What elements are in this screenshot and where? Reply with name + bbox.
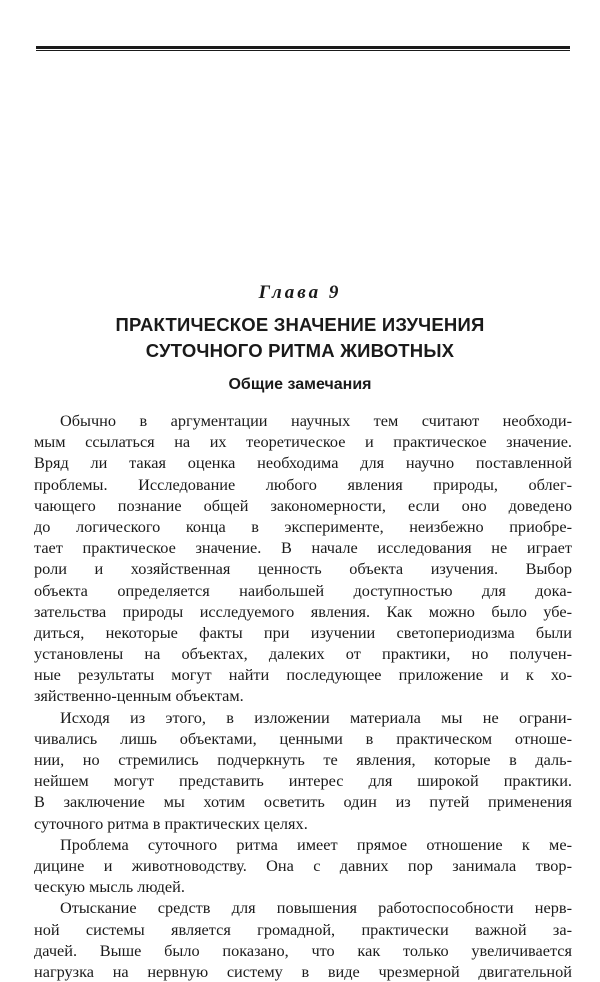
text-line: Вряд ли такая оценка необходима для научно поставленной	[34, 453, 572, 473]
chapter-title	[0, 312, 600, 364]
paragraph	[34, 834, 572, 898]
text-line: Обычно в аргументации научных тем считают необходи-	[60, 411, 572, 430]
text-line: Исходя из этого, в изложении материала мы не ограни-	[60, 707, 572, 727]
text-line: Проблема суточного ритма имеет прямое отношение к ме-	[60, 834, 572, 854]
text-line: установлены на объектах, далеких от практики, но получен-	[34, 644, 572, 664]
text-line: дицине и животноводству. Она с давних пор занимала твор-	[34, 855, 572, 875]
text-line: мым ссылаться на их теоретическое и практическое значение.	[34, 432, 572, 452]
text-line: зательства природы исследуемого явления. Как можно было убе-	[34, 601, 572, 621]
text-line: нейшем могут представить интерес для широкой практики.	[34, 771, 572, 791]
text-line: дачей. Выше было показано, что как только увеличивается	[34, 940, 572, 960]
top-rule	[36, 46, 570, 51]
text-line: проблемы. Исследование любого явления природы, облег-	[34, 474, 572, 494]
text-line: диться, некоторые факты при изучении светопериодизма были	[34, 622, 572, 642]
text-line: ческую мысль людей.	[34, 877, 185, 897]
body-text	[34, 410, 572, 982]
section-title: Общие замечания	[228, 376, 372, 393]
chapter-title-line: СУТОЧНОГО РИТМА ЖИВОТНЫХ	[145, 340, 455, 361]
text-line: Отыскание средств для повышения работоспособности нерв-	[60, 898, 572, 918]
text-line: ные результаты могут найти последующее приложение и к хо-	[34, 665, 572, 685]
text-line: В заключение мы хотим осветить один из путей применения	[34, 792, 572, 812]
text-line: чивались лишь объектами, ценными в практическом отноше-	[34, 728, 572, 748]
text-line: зяйственно-ценным объектам.	[34, 686, 244, 706]
paragraph	[34, 707, 572, 834]
chapter-label: Глава 9	[258, 282, 342, 303]
paragraph	[34, 897, 572, 982]
paragraph	[34, 410, 572, 707]
text-line: чающего познание общей закономерности, если оно доведено	[34, 495, 572, 515]
text-line: нагрузка на нервную систему в виде чрезмерной двигательной	[34, 961, 572, 981]
text-line: объекта определяется наибольшей доступностью для дока-	[34, 580, 572, 600]
text-line: ной системы является громадной, практически важной за-	[34, 919, 572, 939]
text-line: тает практическое значение. В начале исследования не играет	[34, 538, 572, 558]
text-line: до логического конца в эксперименте, неизбежно приобре-	[34, 516, 572, 536]
chapter-title-line: ПРАКТИЧЕСКОЕ ЗНАЧЕНИЕ ИЗУЧЕНИЯ	[115, 314, 485, 335]
text-line: суточного ритма в практических целях.	[34, 813, 308, 833]
text-line: нии, но стремились подчеркнуть те явления, которые в даль-	[34, 750, 572, 769]
text-line: роли и хозяйственная ценность объекта изучения. Выбор	[34, 559, 572, 579]
